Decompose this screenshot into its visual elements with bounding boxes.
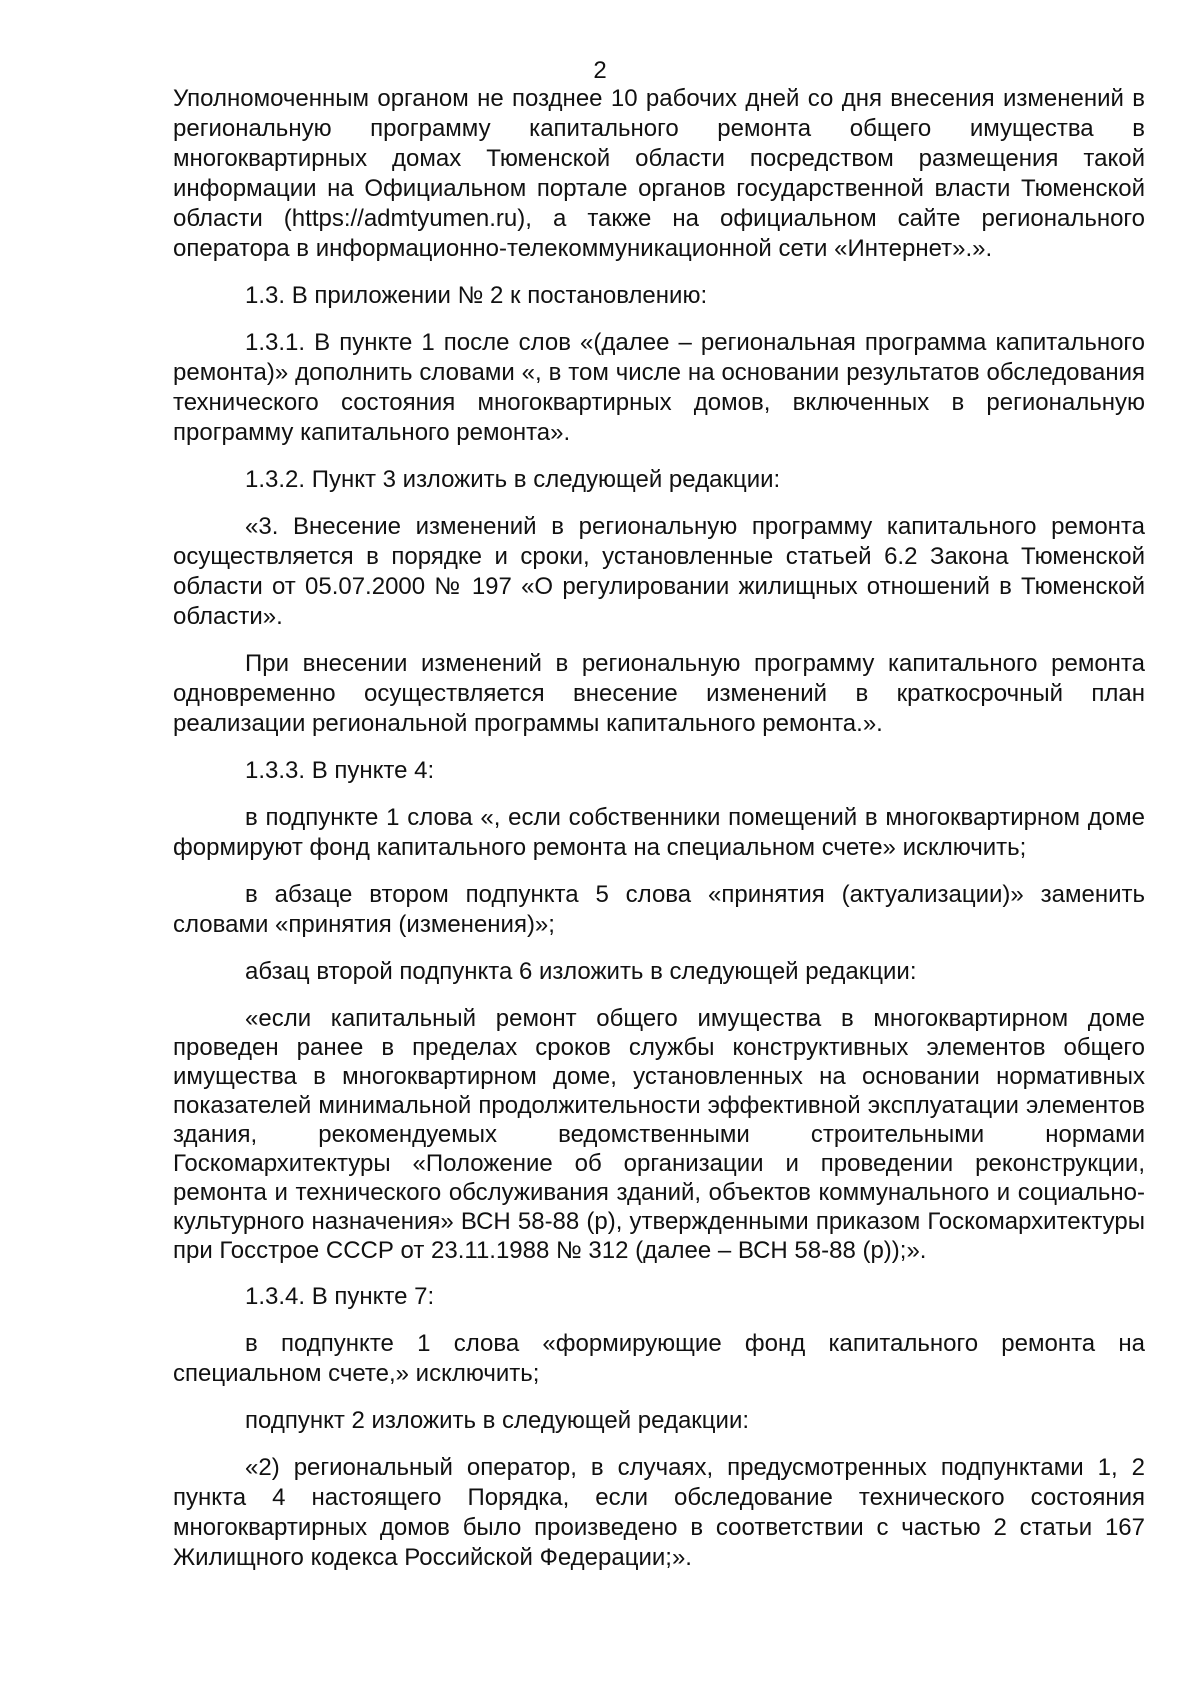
paragraph: подпункт 2 изложить в следующей редакции: (245, 1407, 750, 1434)
paragraph: 1.3.1. В пункте 1 после слов «(далее – региональная программа капитального ремонта)» дополнить словами «, в том числе на основании результатов обследования технического состояния многоквартирных домов, включенных в региональную программу капитального ремонта». (173, 329, 1145, 446)
paragraph: 1.3.2. Пункт 3 изложить в следующей редакции: (245, 466, 781, 493)
paragraph: в абзаце втором подпункта 5 слова «принятия (актуализации)» заменить словами «принятия (изменения)»; (173, 881, 1145, 938)
paragraph: «если капитальный ремонт общего имущества в многоквартирном доме проведен ранее в пределах сроков службы конструктивных элементов общего имущества в многоквартирном доме, установленных на основании нормативных показателей минимальной продолжительности эффективной эксплуатации элементов здания, рекомендуемых ведомственными строительными нормами Госкомархитектуры «Положение об организации и проведении реконструкции, ремонта и технического обслуживания зданий, объектов коммунального и социально-культурного назначения» ВСН 58-88 (р), утвержденными приказом Госкомархитектуры при Госстрое СССР от 23.11.1988 № 312 (далее – ВСН 58-88 (р));». (173, 1005, 1145, 1264)
paragraph: в подпункте 1 слова «формирующие фонд капитального ремонта на специальном счете,» исключить; (173, 1330, 1145, 1387)
page-number: 2 (593, 57, 607, 84)
paragraph: 1.3.3. В пункте 4: (245, 757, 435, 784)
paragraph: При внесении изменений в региональную программу капитального ремонта одновременно осуществляется внесение изменений в краткосрочный план реализации региональной программы капитального ремонта.». (173, 650, 1145, 737)
document-body (173, 84, 1145, 1590)
paragraph: абзац второй подпункта 6 изложить в следующей редакции: (245, 958, 917, 985)
paragraph: 1.3. В приложении № 2 к постановлению: (245, 282, 708, 309)
paragraph: Уполномоченным органом не позднее 10 рабочих дней со дня внесения изменений в региональную программу капитального ремонта общего имущества в многоквартирных домах Тюменской области посредством размещения такой информации на Официальном портале органов государственной власти Тюменской области (https://admtyumen.ru), а также на официальном сайте регионального оператора в информационно-телекоммуникационной сети «Интернет».». (173, 85, 1145, 262)
paragraph: «3. Внесение изменений в региональную программу капитального ремонта осуществляется в порядке и сроки, установленные статьей 6.2 Закона Тюменской области от 05.07.2000 № 197 «О регулировании жилищных отношений в Тюменской области». (173, 513, 1145, 630)
paragraph: в подпункте 1 слова «, если собственники помещений в многоквартирном доме формируют фонд капитального ремонта на специальном счете» исключить; (173, 804, 1145, 861)
paragraph: 1.3.4. В пункте 7: (245, 1283, 435, 1310)
paragraph: «2) региональный оператор, в случаях, предусмотренных подпунктами 1, 2 пункта 4 настоящего Порядка, если обследование технического состояния многоквартирных домов было произведено в соответствии с частью 2 статьи 167 Жилищного кодекса Российской Федерации;». (173, 1454, 1145, 1571)
